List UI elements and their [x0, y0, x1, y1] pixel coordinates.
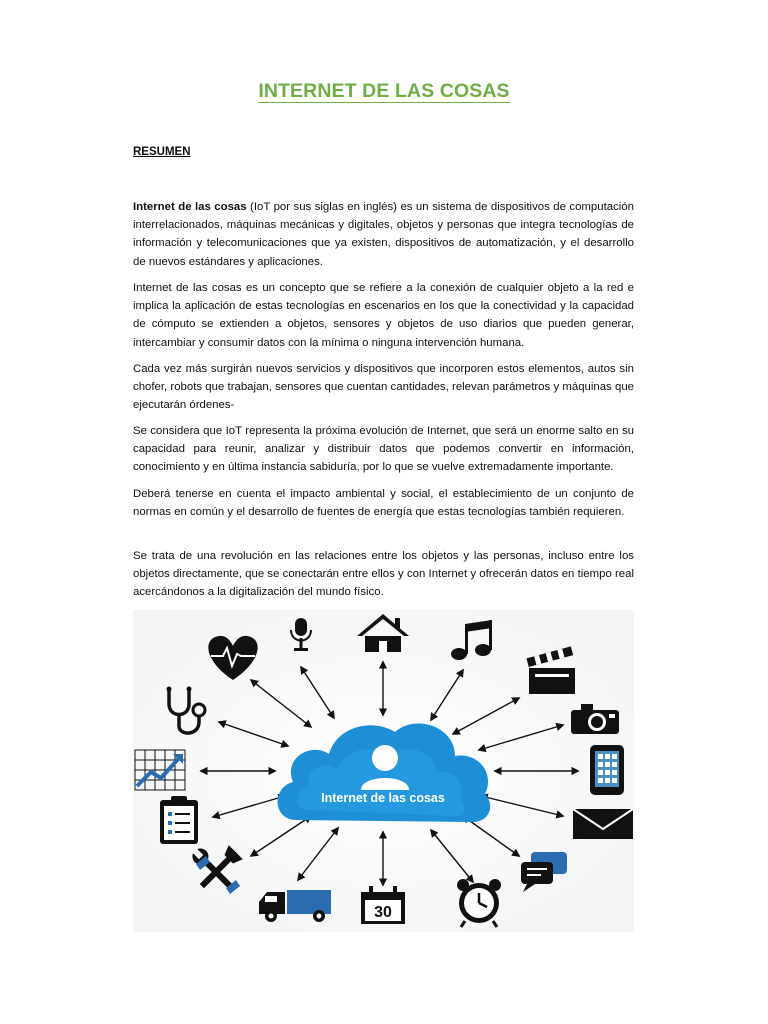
- clipboard-icon: [160, 796, 198, 844]
- infographic-svg: [133, 610, 634, 932]
- section-heading: RESUMEN: [133, 146, 191, 158]
- tablet-icon: [590, 745, 624, 795]
- iot-infographic: [133, 610, 634, 932]
- calendar-number: 30: [374, 904, 392, 921]
- cloud-label: Internet de las cosas: [321, 791, 445, 805]
- paragraph-2: Internet de las cosas es un concepto que se refiere a la conexión de cualquier objeto a la red e implica la aplicación de estas tecnologías en escenarios en los que la conectividad y la capacidad de cómputo se extienden a objetos, sensores y objetos de uso diarios que pueden generar, intercambiar y consumir datos con la mínima o ninguna intervención humana.: [133, 282, 634, 349]
- envelope-icon: [573, 809, 633, 839]
- paragraph-1-text: (IoT por sus siglas en inglés) es un sistema de dispositivos de computación interrelacionados, máquinas mecánicas y digitales, objetos y personas que integra tecnologías de información y telecomunicaciones que ya existen, dispositivos de automatización, y el desarrollo de nuevos estándares y aplicaciones.: [133, 201, 634, 268]
- paragraph-3: Cada vez más surgirán nuevos servicios y dispositivos que incorporen estos elementos, autos sin chofer, robots que trabajan, sensores que cuentan cantidades, relevan parámetros y máquinas que ejecutarán órdenes-: [133, 363, 634, 412]
- paragraph-5: Deberá tenerse en cuenta el impacto ambiental y social, el establecimiento de un conjunto de normas en común y el desarrollo de fuentes de energía que estas tecnologías también requieren.: [133, 488, 634, 519]
- page-title: [0, 80, 768, 103]
- paragraph-1: [133, 198, 634, 271]
- paragraph-4: Se considera que IoT representa la próxima evolución de Internet, que será un enorme salto en su capacidad para reunir, analizar y distribuir datos que podemos convertir en información, conocimiento y en última instancia sabiduría, por lo que se vuelve extremadamente importante.: [133, 425, 634, 474]
- page-title-text: INTERNET DE LAS COSAS: [258, 80, 510, 102]
- paragraph-6: Se trata de una revolución en las relaciones entre los objetos y las personas, incluso entre los objetos directamente, que se conectarán entre ellos y con Internet y ofrecerán datos en tiempo real acercándonos a la digitalización del mundo físico.: [133, 550, 634, 599]
- paragraph-1-bold: Internet de las cosas: [133, 201, 247, 213]
